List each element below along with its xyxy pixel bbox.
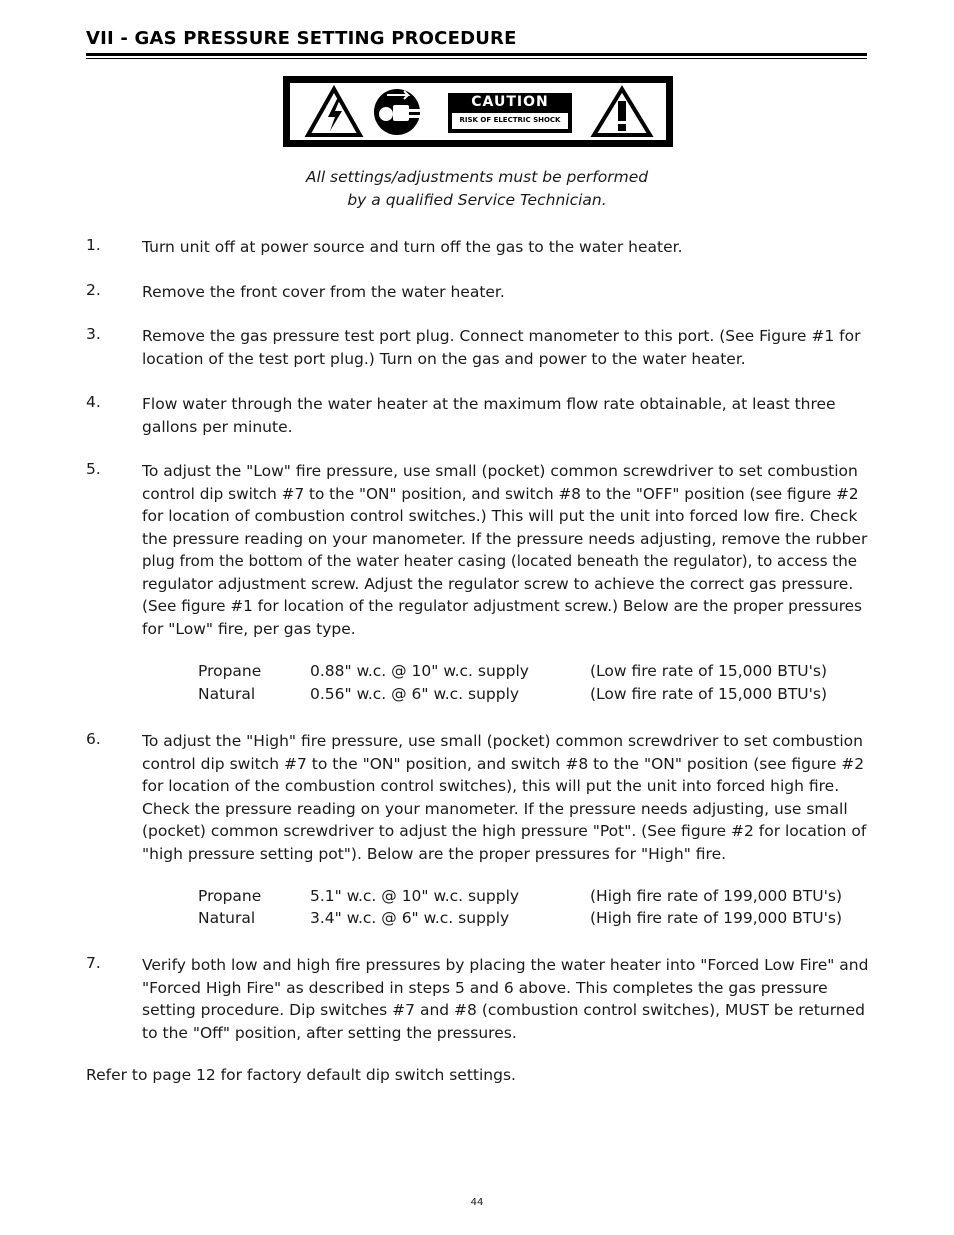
high-table-rate: (High fire rate of 199,000 BTU's) [590,909,842,927]
step-line: setting procedure. Dip switches #7 and #8 (combustion control switches), MUST be returned [142,1001,866,1019]
heading-rule-thick [86,53,867,56]
step-line: control dip switch #7 to the "ON" position, and switch #8 to the "ON" position (see figure #2 [142,754,865,773]
high-table-gas: Propane [198,887,262,905]
step-text [142,393,868,438]
page-number: 44 [470,1197,484,1208]
step-line: the pressure reading on your manometer. If the pressure needs adjusting, remove the rubber [142,529,868,548]
step-line: for location of the combustion control switches), this will put the unit into forced high fire. [142,777,840,795]
step-line: To adjust the "High" fire pressure, use small (pocket) common screwdriver to set combustion [142,732,863,750]
step-line: (See figure #1 for location of the regulator adjustment screw.) Below are the proper pressures [142,597,862,615]
low-table-rate: (Low fire rate of 15,000 BTU's) [590,685,828,703]
low-table-gas: Natural [198,685,256,703]
step-text [142,236,868,259]
step-number: 4. [86,393,101,411]
step-line: Check the pressure reading on your manometer. If the pressure needs adjusting, use small [142,799,848,818]
low-table-gas: Propane [198,662,262,680]
step-line: control dip switch #7 to the "ON" position, and switch #8 to the "OFF" position (see figure #2 [142,484,859,503]
step-text [142,281,868,304]
step-line: regulator adjustment screw. Adjust the regulator screw to achieve the correct gas pressure. [142,574,854,593]
step-text [142,460,868,640]
step-line: Remove the gas pressure test port plug. Connect manometer to this port. (See Figure #1 for [142,327,861,345]
technician-note-line2: by a qualified Service Technician. [347,191,607,209]
step-number: 6. [86,730,101,748]
caution-subtitle: RISK OF ELECTRIC SHOCK [459,116,561,124]
step-text [142,325,868,370]
step-line: for location of combustion control switches.) This will put the unit into forced low fire. Check [142,507,858,525]
step-line: to the "Off" position, after setting the pressures. [142,1023,517,1042]
footer-reference: Refer to page 12 for factory default dip switch settings. [86,1066,516,1084]
page-heading: VII - GAS PRESSURE SETTING PROCEDURE [86,28,517,49]
step-line: for "Low" fire, per gas type. [142,619,356,638]
step-line: "high pressure setting pot"). Below are the proper pressures for "High" fire. [142,844,727,863]
step-line: Verify both low and high fire pressures by placing the water heater into "Forced Low Fire" and [142,956,869,974]
step-line: location of the test port plug.) Turn on the gas and power to the water heater. [142,349,746,368]
caution-banner [283,76,673,147]
high-table-pressure: 5.1" w.c. @ 10" w.c. supply [310,887,520,905]
caution-title: CAUTION [471,94,549,110]
step-number: 2. [86,281,101,299]
step-line: Remove the front cover from the water heater. [142,283,505,301]
step-number: 3. [86,325,101,343]
high-table-rate: (High fire rate of 199,000 BTU's) [590,887,842,905]
step-text [142,730,868,865]
high-table-gas: Natural [198,909,256,927]
step-line: To adjust the "Low" fire pressure, use small (pocket) common screwdriver to set combustion [142,462,858,480]
step-line: plug from the bottom of the water heater casing (located beneath the regulator), to access the [142,552,857,570]
high-voltage-warning-icon [308,89,360,135]
step-line: (pocket) common screwdriver to adjust the high pressure "Pot". (See figure #2 for location of [142,822,867,840]
step-number: 7. [86,954,101,972]
step-number: 5. [86,460,101,478]
step-line: gallons per minute. [142,417,293,436]
step-line: Turn unit off at power source and turn off the gas to the water heater. [142,238,683,256]
step-line: Flow water through the water heater at the maximum flow rate obtainable, at least three [142,395,836,413]
low-table-pressure: 0.88" w.c. @ 10" w.c. supply [310,662,529,680]
step-number: 1. [86,236,101,254]
technician-note-line1: All settings/adjustments must be performed [305,168,649,186]
low-table-rate: (Low fire rate of 15,000 BTU's) [590,662,828,680]
exclamation-warning-icon [594,89,650,135]
step-line: "Forced High Fire" as described in steps 5 and 6 above. This completes the gas pressure [142,978,828,997]
high-table-pressure: 3.4" w.c. @ 6" w.c. supply [310,909,510,927]
unplug-power-icon [374,89,420,135]
heading-rule-thin [86,58,867,59]
step-text [142,954,868,1044]
low-table-pressure: 0.56" w.c. @ 6" w.c. supply [310,685,520,703]
